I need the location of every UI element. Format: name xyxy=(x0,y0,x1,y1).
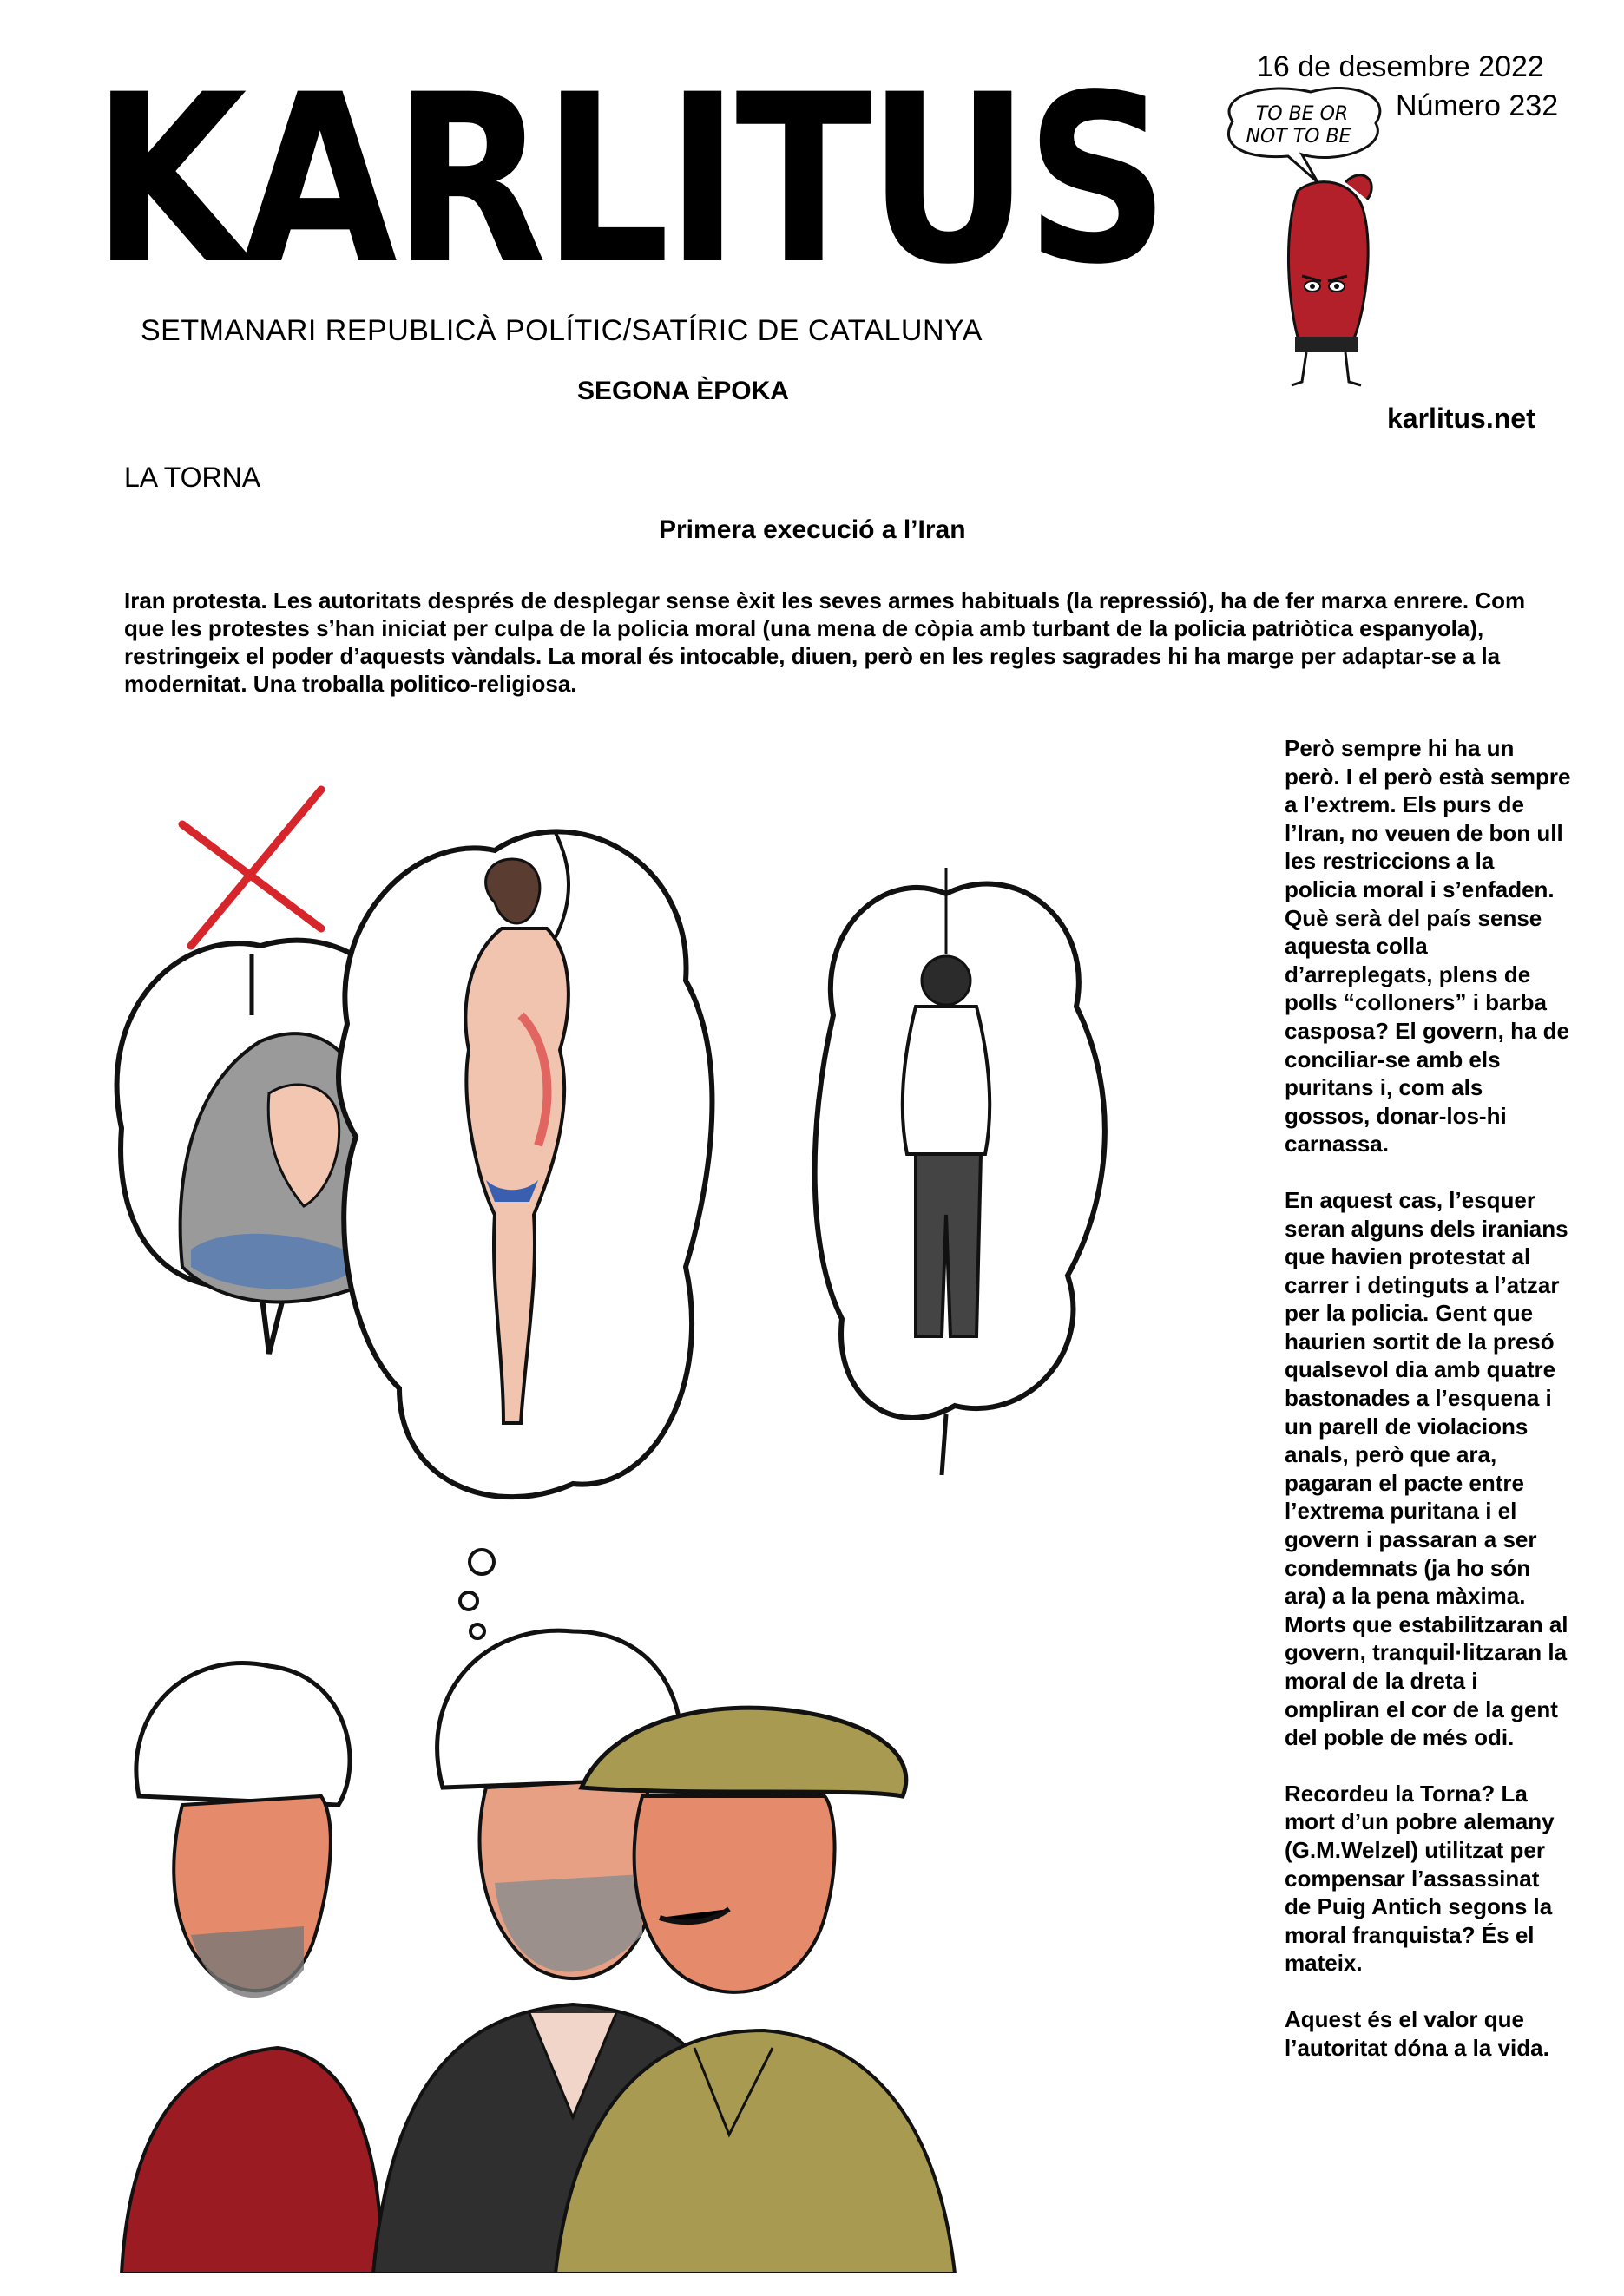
article-paragraph: Però sempre hi ha un però. I el però està sempre a l’extrem. Els purs de l’Iran, no veuen de bon ull les restriccions a la policia moral i s’enfaden. Què serà del país sense aquesta colla d’arreplegats, plens de polls “colloners” i barba casposa? El govern, ha de conciliar-se amb els puritans i, com als gossos, donar-los-hi carnassa. xyxy=(1285,735,1571,1158)
issue-date: 16 de desembre 2022 xyxy=(1257,50,1544,83)
epoch-label: SEGONA ÈPOKA xyxy=(577,377,789,405)
issue-number: Número 232 xyxy=(1396,89,1559,122)
mascot-speech-line-1: TO BE OR xyxy=(1255,103,1349,125)
article-paragraph: Recordeu la Torna? La mort d’un pobre alemany (G.M.Welzel) utilitzat per compensar l’assassinat de Puig Antich segons la moral franquista? És el mateix. xyxy=(1285,1780,1555,1977)
mascot-speech-bubble xyxy=(1228,88,1379,182)
article-headline: Primera execució a l’Iran xyxy=(659,515,966,544)
section-label: LA TORNA xyxy=(124,462,261,493)
masthead-subtitle: SETMANARI REPUBLICÀ POLÍTIC/SATÍRIC DE CATALUNYA xyxy=(141,314,983,347)
article-side-column xyxy=(1285,734,1571,2089)
mascot-speech-line-2: NOT TO BE xyxy=(1246,126,1351,148)
article-lede: Iran protesta. Les autoritats després de desplegar sense èxit les seves armes habituals (la repressió), ha de fer marxa enrere. Com que les protestes s’han iniciat per culpa de la policia moral (una mena de còpia amb turbant de la policia patriòtica espanyola), restringeix el poder d’aquests vàndals. La moral és intocable, diuen, però en les regles sagrades hi ha marge per adaptar-se a la modernitat. Una troballa politico-religiosa. xyxy=(124,587,1526,697)
masthead-title: KARLITUS xyxy=(92,45,1166,316)
article-paragraph: Aquest és el valor que l’autoritat dóna a la vida. xyxy=(1285,2005,1549,2061)
article-paragraph: En aquest cas, l’esquer seran alguns dels iranians que havien protestat al carrer i detinguts a l’atzar per la policia. Gent que haurien sortit de la presó qualsevol dia amb quatre bastonades a l’esquena i un parell de violacions anals, però que ara, pagaran el pacte entre l’extrema puritana i el govern i passaran a ser condemnats (ja ho són ara) a la pena màxima. Morts que estabilitzaran al govern, tranquil·litzaran la moral de la dreta i ompliran el cor de la gent del poble de més odi. xyxy=(1285,1186,1568,1751)
masthead xyxy=(92,45,1220,337)
hooded-figure xyxy=(1288,175,1371,385)
cartoon-illustration xyxy=(87,729,1259,2273)
mascot-illustration xyxy=(1215,87,1423,399)
cleric-left xyxy=(122,1663,382,2273)
nude-figure-thought-bubble xyxy=(339,831,712,1638)
hanged-man-speech-bubble xyxy=(815,868,1105,1475)
website-link[interactable]: karlitus.net xyxy=(1387,403,1535,434)
red-cross-mark xyxy=(182,790,321,946)
